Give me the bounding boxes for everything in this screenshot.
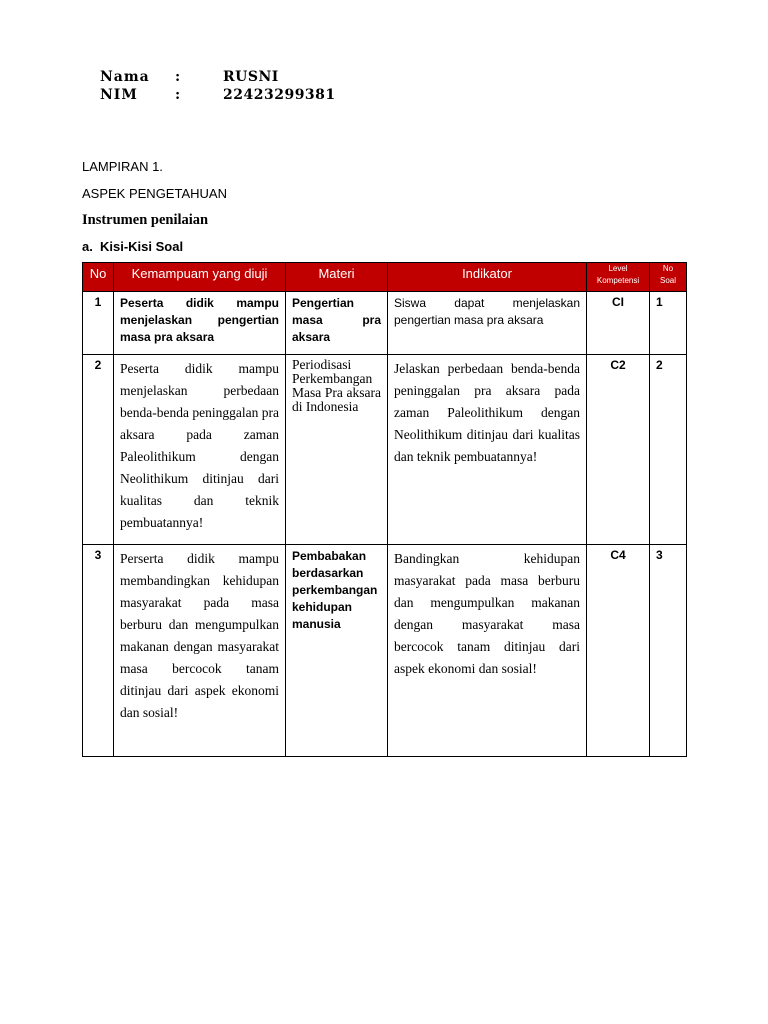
name-label: Nama <box>100 69 150 85</box>
header-no: No <box>83 263 114 292</box>
nim-value: 22423299381 <box>223 87 336 103</box>
row-no: 3 <box>83 545 114 757</box>
row-no-soal: 2 <box>650 355 687 545</box>
row-kemampuan: Perserta didik mampu membandingkan kehidupan masyarakat pada masa berburu dan mengumpulkan makanan dengan masyarakat masa bercocok tanam ditinjau dari aspek ekonomi dan sosial! <box>114 545 286 757</box>
instrumen-heading: Instrumen penilaian <box>82 212 209 228</box>
row-materi: Pembabakan berdasarkan perkembangan kehidupan manusia <box>286 545 388 757</box>
row-indikator: Siswa dapat menjelaskan pengertian masa pra aksara <box>388 292 587 355</box>
row-indikator: Bandingkan kehidupan masyarakat pada masa berburu dan mengumpulkan makanan dengan masyarakat masa bercocok tanam ditinjau dari aspek ekonomi dan sosial! <box>388 545 587 757</box>
kisi-kisi-table <box>82 262 687 757</box>
row-no: 2 <box>83 355 114 545</box>
name-colon: : <box>175 69 181 85</box>
row-level: CI <box>587 292 650 355</box>
kisi-kisi-title: Kisi-Kisi Soal <box>100 239 184 254</box>
kisi-kisi-heading <box>82 239 183 254</box>
header-level: Level Kompetensi <box>587 263 650 292</box>
row-no-soal: 1 <box>650 292 687 355</box>
header-kemampuan: Kemampuam yang diuji <box>114 263 286 292</box>
row-no: 1 <box>83 292 114 355</box>
row-materi: Periodisasi Perkembangan Masa Pra aksara di Indonesia <box>286 355 388 545</box>
header-materi: Materi <box>286 263 388 292</box>
header-indikator: Indikator <box>388 263 587 292</box>
row-kemampuan: Peserta didik mampu menjelaskan perbedaan benda-benda peninggalan pra aksara pada zaman Paleolithikum dengan Neolithikum ditinjau dari kualitas dan teknik pembuatannya! <box>114 355 286 545</box>
nim-colon: : <box>175 87 181 103</box>
header-no-soal <box>650 263 687 292</box>
aspek-heading: ASPEK PENGETAHUAN <box>82 186 227 201</box>
table-row <box>83 355 687 545</box>
list-marker: a. <box>82 239 93 254</box>
row-indikator: Jelaskan perbedaan benda-benda peninggalan pra aksara pada zaman Paleolithikum dengan Neolithikum ditinjau dari kualitas dan teknik pembuatannya! <box>388 355 587 545</box>
table-row <box>83 292 687 355</box>
table-header-row <box>83 263 687 292</box>
row-no-soal: 3 <box>650 545 687 757</box>
lampiran-heading: LAMPIRAN 1. <box>82 159 163 174</box>
row-kemampuan: Peserta didik mampu menjelaskan pengertian masa pra aksara <box>114 292 286 355</box>
table-row <box>83 545 687 757</box>
row-level: C4 <box>587 545 650 757</box>
nim-label: NIM <box>100 87 138 103</box>
name-value: RUSNI <box>223 69 279 85</box>
row-materi: Pengertian masa pra aksara <box>286 292 388 355</box>
header-no-soal-line2: Soal <box>659 276 676 285</box>
row-level: C2 <box>587 355 650 545</box>
header-no-soal-line1: No <box>662 264 674 273</box>
